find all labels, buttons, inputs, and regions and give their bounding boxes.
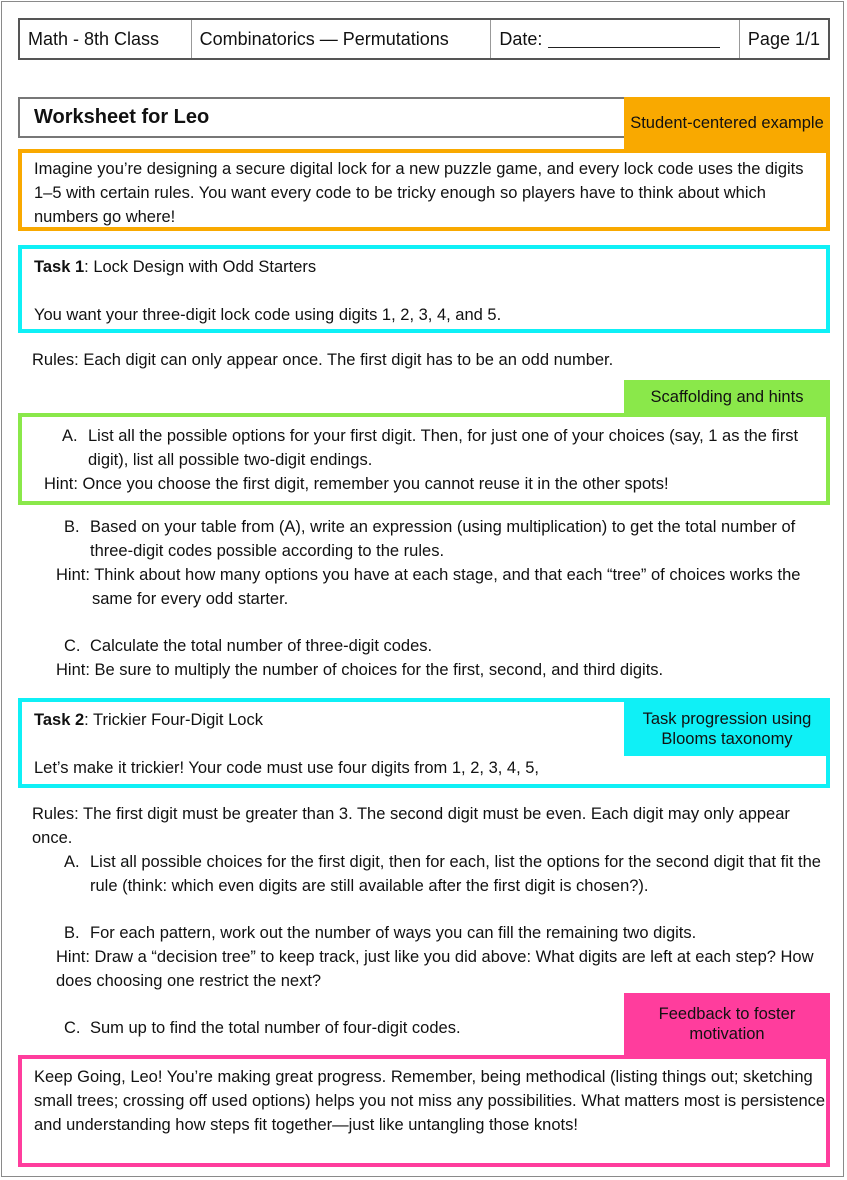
tag-scaffolding: Scaffolding and hints: [624, 380, 830, 413]
task1-c-marker: C.: [64, 637, 81, 655]
task2-a-marker: A.: [64, 853, 80, 871]
task1-description: You want your three-digit lock code using digits 1, 2, 3, 4, and 5.: [34, 306, 502, 324]
task2-a-text: List all possible choices for the first digit, then for each, list the options for the second digit that fit the rule (think: which even digits are still available after the first digit is chosen?).: [90, 853, 821, 895]
task2-b-text: For each pattern, work out the number of ways you can fill the remaining two digits.: [90, 924, 697, 942]
task2-rules: Rules: The first digit must be greater than 3. The second digit must be even. Each digit may only appear once.: [32, 805, 790, 847]
header-subject: Math - 8th Class: [20, 20, 192, 58]
task1-rules: Rules: Each digit can only appear once. The first digit has to be an odd number.: [32, 351, 614, 369]
task1-part-a-box: [18, 413, 830, 505]
task1-c-text: Calculate the total number of three-digit codes.: [90, 637, 433, 655]
tag-task-progression: Task progression using Blooms taxonomy: [624, 702, 830, 756]
task2-c-text: Sum up to find the total number of four-digit codes.: [90, 1019, 461, 1037]
header-date: [491, 20, 740, 58]
task2-label: Task 2: [34, 711, 85, 729]
date-label: Date:: [499, 28, 543, 49]
task1-c-hint: Hint: Be sure to multiply the number of choices for the first, second, and third digits.: [56, 661, 664, 679]
task1-part-c: [56, 634, 826, 682]
task1-title: : Lock Design with Odd Starters: [84, 258, 317, 276]
date-blank-line[interactable]: [548, 31, 720, 48]
feedback-text: Keep Going, Leo! You’re making great progress. Remember, being methodical (listing things out; sketching small trees; crossing off used options) helps you not miss any possibilities. What matters most is persistence and understanding how steps fit together—just like untangling those knots!: [34, 1068, 826, 1134]
task1-a-marker: A.: [62, 427, 78, 445]
tag-student-centered: Student-centered example: [624, 97, 830, 149]
header-topic: Combinatorics — Permutations: [192, 20, 492, 58]
task1-part-a: [54, 424, 826, 472]
task2-b-hint: Hint: Draw a “decision tree” to keep track, just like you did above: What digits are left at each step? How does choosing one restrict the next?: [56, 948, 814, 990]
header-table: [18, 18, 830, 60]
task1-b-marker: B.: [64, 518, 80, 536]
task2-description: Let’s make it trickier! Your code must use four digits from 1, 2, 3, 4, 5,: [34, 759, 540, 777]
task2-part-b: [56, 921, 826, 993]
task2-c-marker: C.: [64, 1019, 81, 1037]
intro-box: [18, 149, 830, 231]
worksheet-title: Worksheet for Leo: [18, 97, 658, 138]
tag-feedback: Feedback to foster motivation: [624, 993, 830, 1055]
feedback-box: [18, 1055, 830, 1167]
task1-a-hint: Hint: Once you choose the first digit, remember you cannot reuse it in the other spots!: [44, 475, 669, 493]
task1-label: Task 1: [34, 258, 85, 276]
task2-part-a: [56, 850, 832, 898]
task2-b-marker: B.: [64, 924, 80, 942]
intro-text: Imagine you’re designing a secure digital lock for a new puzzle game, and every lock code uses the digits 1–5 with certain rules. You want every code to be tricky enough so players have to think about which numbers go where!: [34, 160, 804, 226]
task2-title: : Trickier Four-Digit Lock: [84, 711, 263, 729]
header-page-number: Page 1/1: [747, 28, 820, 49]
task1-a-text: List all the possible options for your first digit. Then, for just one of your choices (say, 1 as the first digit), list all possible two-digit endings.: [88, 427, 799, 469]
task1-heading: [34, 255, 826, 279]
task1-box: [18, 245, 830, 333]
task1-part-b: [56, 515, 826, 611]
task1-b-text: Based on your table from (A), write an expression (using multiplication) to get the total number of three-digit codes possible according to the rules.: [90, 518, 796, 560]
worksheet-page: [1, 1, 844, 1177]
task2-part-c: [56, 1016, 616, 1040]
task1-b-hint: Hint: Think about how many options you have at each stage, and that each “tree” of choices works the same for every odd starter.: [56, 566, 801, 608]
